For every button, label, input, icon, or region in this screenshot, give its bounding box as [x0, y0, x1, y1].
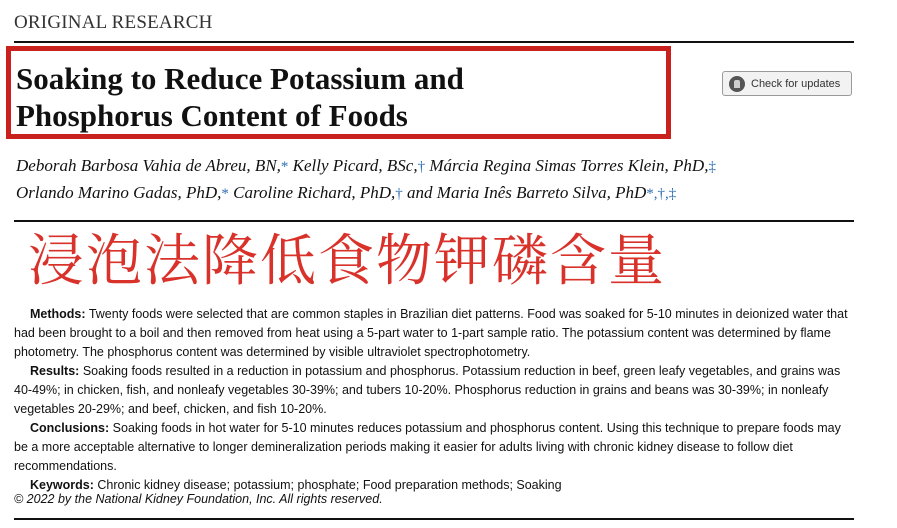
author-list	[16, 153, 856, 207]
middle-rule	[14, 220, 854, 222]
abstract-conclusions	[14, 419, 854, 476]
author-name: Deborah Barbosa Vahia de Abreu, BN,	[16, 156, 281, 175]
abstract-results	[14, 362, 854, 419]
affiliation-mark[interactable]: *	[280, 159, 289, 175]
results-label: Results:	[30, 364, 80, 378]
author-name: Orlando Marino Gadas, PhD,	[16, 183, 222, 202]
author-name: Kelly Picard, BSc,	[292, 156, 418, 175]
title-line-2: Phosphorus Content of Foods	[16, 98, 408, 133]
abstract-methods	[14, 305, 854, 362]
section-label: ORIGINAL RESEARCH	[14, 12, 213, 33]
results-text: Soaking foods resulted in a reduction in potassium and phosphorus. Potassium reduction in beef, green leafy vegetables, and grains was 40-49%; in chicken, fish, and nonleafy vegetables 30-39%; and tubers 10-20%. Phosphorus reduction in grains and beans was 30-39%; in nonleafy vegetables 20-29%; and beef, chicken, and fish 10-20%.	[14, 364, 841, 416]
check-for-updates-button[interactable]	[722, 71, 852, 96]
author-name: Caroline Richard, PhD,	[233, 183, 396, 202]
keywords-text: Chronic kidney disease; potassium; phosphate; Food preparation methods; Soaking	[97, 478, 562, 492]
keywords-label: Keywords:	[30, 478, 94, 492]
affiliation-mark[interactable]: ‡	[708, 159, 716, 175]
affiliation-mark[interactable]: †	[417, 159, 426, 175]
methods-text: Twenty foods were selected that are common staples in Brazilian diet patterns. Food was soaked for 5-10 minutes in deionized water that had been brought to a boil and then removed from heat using a 5-part water to 1-part sample ratio. The potassium content was determined by flame photometry. The phosphorus content was determined by visible ultraviolet spectrophotometry.	[14, 307, 848, 359]
conclusions-text: Soaking foods in hot water for 5-10 minutes reduces potassium and phosphorus content. Using this technique to prepare foods may be a more acceptable alternative to longer demineralization periods making it easier for adults living with chronic kidney disease to follow diet recommendations.	[14, 421, 841, 473]
article-title	[16, 60, 464, 134]
affiliation-mark[interactable]: *,†,‡	[646, 186, 677, 202]
abstract	[14, 305, 854, 495]
bookmark-icon	[729, 76, 745, 92]
title-line-1: Soaking to Reduce Potassium and	[16, 61, 464, 96]
bottom-rule	[14, 518, 854, 520]
affiliation-mark[interactable]: *	[221, 186, 229, 202]
author-conjunction: and	[407, 183, 433, 202]
author-name: Maria Inês Barreto Silva, PhD	[436, 183, 647, 202]
conclusions-label: Conclusions:	[30, 421, 110, 435]
author-name: Márcia Regina Simas Torres Klein, PhD,	[429, 156, 709, 175]
check-for-updates-label: Check for updates	[751, 77, 841, 90]
author-line-2	[16, 180, 856, 207]
affiliation-mark[interactable]: †	[395, 186, 403, 202]
author-line-1	[16, 153, 856, 180]
top-rule	[14, 41, 854, 43]
methods-label: Methods:	[30, 307, 86, 321]
copyright-notice: © 2022 by the National Kidney Foundation, Inc. All rights reserved.	[14, 492, 383, 506]
chinese-title-overlay: 浸泡法降低食物钾磷含量	[28, 229, 666, 294]
